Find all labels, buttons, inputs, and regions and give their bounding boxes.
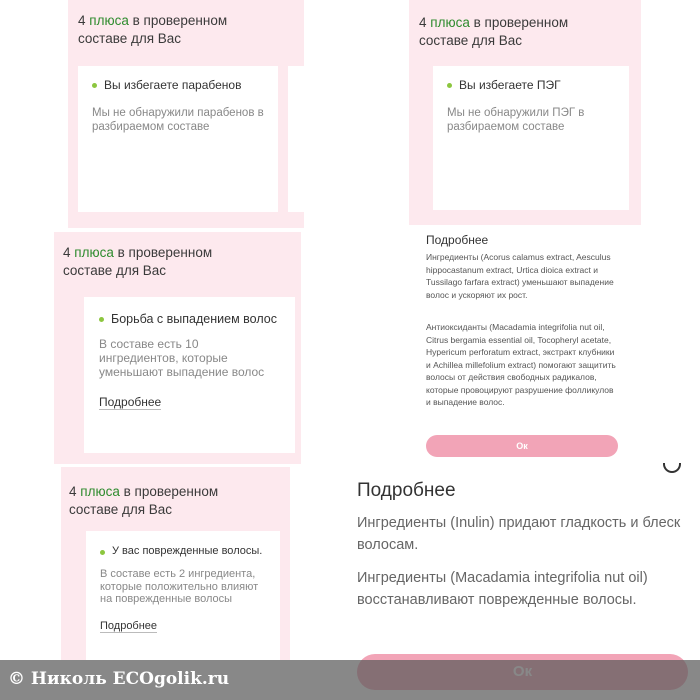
benefits-panel-2	[409, 0, 641, 225]
panel-4-heading: 4 плюса в проверенном составе для Вас	[69, 484, 219, 517]
details-sheet-1	[409, 225, 641, 465]
details-paragraph-2: Ингредиенты (Macadamia integrifolia nut oil) восстанавливают поврежденные волосы.	[357, 570, 648, 608]
more-link[interactable]: Подробнее	[99, 395, 162, 409]
benefit-title: У вас поврежденные волосы.	[100, 545, 266, 558]
details-paragraph-1: Ингредиенты (Inulin) придают гладкость и блеск волосам.	[357, 515, 681, 553]
benefit-description: В составе есть 2 ингредиента, которые положительно влияют на поврежденные волосы	[100, 568, 259, 605]
watermark-text: © Николь ECOgolik.ru	[8, 669, 230, 689]
details-title: Подробнее	[426, 233, 489, 247]
benefits-panel-1	[68, 0, 304, 228]
benefit-description: Мы не обнаружили парабенов в разбираемом составе	[92, 107, 264, 133]
benefit-description: В составе есть 10 ингредиентов, которые уменьшают выпадение волос	[99, 337, 265, 379]
benefit-title: Вы избегаете парабенов	[92, 78, 264, 93]
panel-2-heading: 4 плюса в проверенном составе для Вас	[419, 15, 569, 48]
details-paragraph-2: Антиоксиданты (Macadamia integrifolia nut oil, Citrus bergamia essential oil, Tocopheryl acetate, Hypericum perforatum extract, экстракт клубники и Achillea millefolium extract) помогают защитить волосы от действия свободных радикалов, которые провоцируют разрушение фолликулов и выпадение волос.	[426, 322, 616, 407]
benefit-card-damaged-hair	[86, 531, 280, 660]
panel-3-heading: 4 плюса в проверенном составе для Вас	[63, 245, 213, 278]
benefit-card-peg	[433, 66, 629, 210]
benefit-title: Борьба с выпадением волос	[99, 312, 280, 327]
benefit-title: Вы избегаете ПЭГ	[447, 78, 615, 93]
benefit-card-hair-loss	[84, 297, 295, 453]
details-sheet-2	[345, 467, 700, 660]
benefit-card-parabens	[78, 66, 278, 212]
ok-button[interactable]: Ок	[426, 435, 618, 457]
benefits-panel-3	[54, 232, 301, 464]
benefit-description: Мы не обнаружили ПЭГ в разбираемом составе	[447, 107, 585, 133]
next-card-peek	[288, 66, 304, 212]
details-title: Подробнее	[357, 480, 456, 501]
panel-1-heading: 4 плюса в проверенном составе для Вас	[78, 13, 228, 46]
close-icon[interactable]	[663, 463, 681, 473]
benefits-panel-4	[61, 467, 290, 660]
details-paragraph-1: Ингредиенты (Acorus calamus extract, Aesculus hippocastanum extract, Urtica dioica extract и Tussilago farfara extract) уменьшают выпадение волос и ускоряют их рост.	[426, 252, 614, 300]
more-link[interactable]: Подробнее	[100, 619, 158, 632]
